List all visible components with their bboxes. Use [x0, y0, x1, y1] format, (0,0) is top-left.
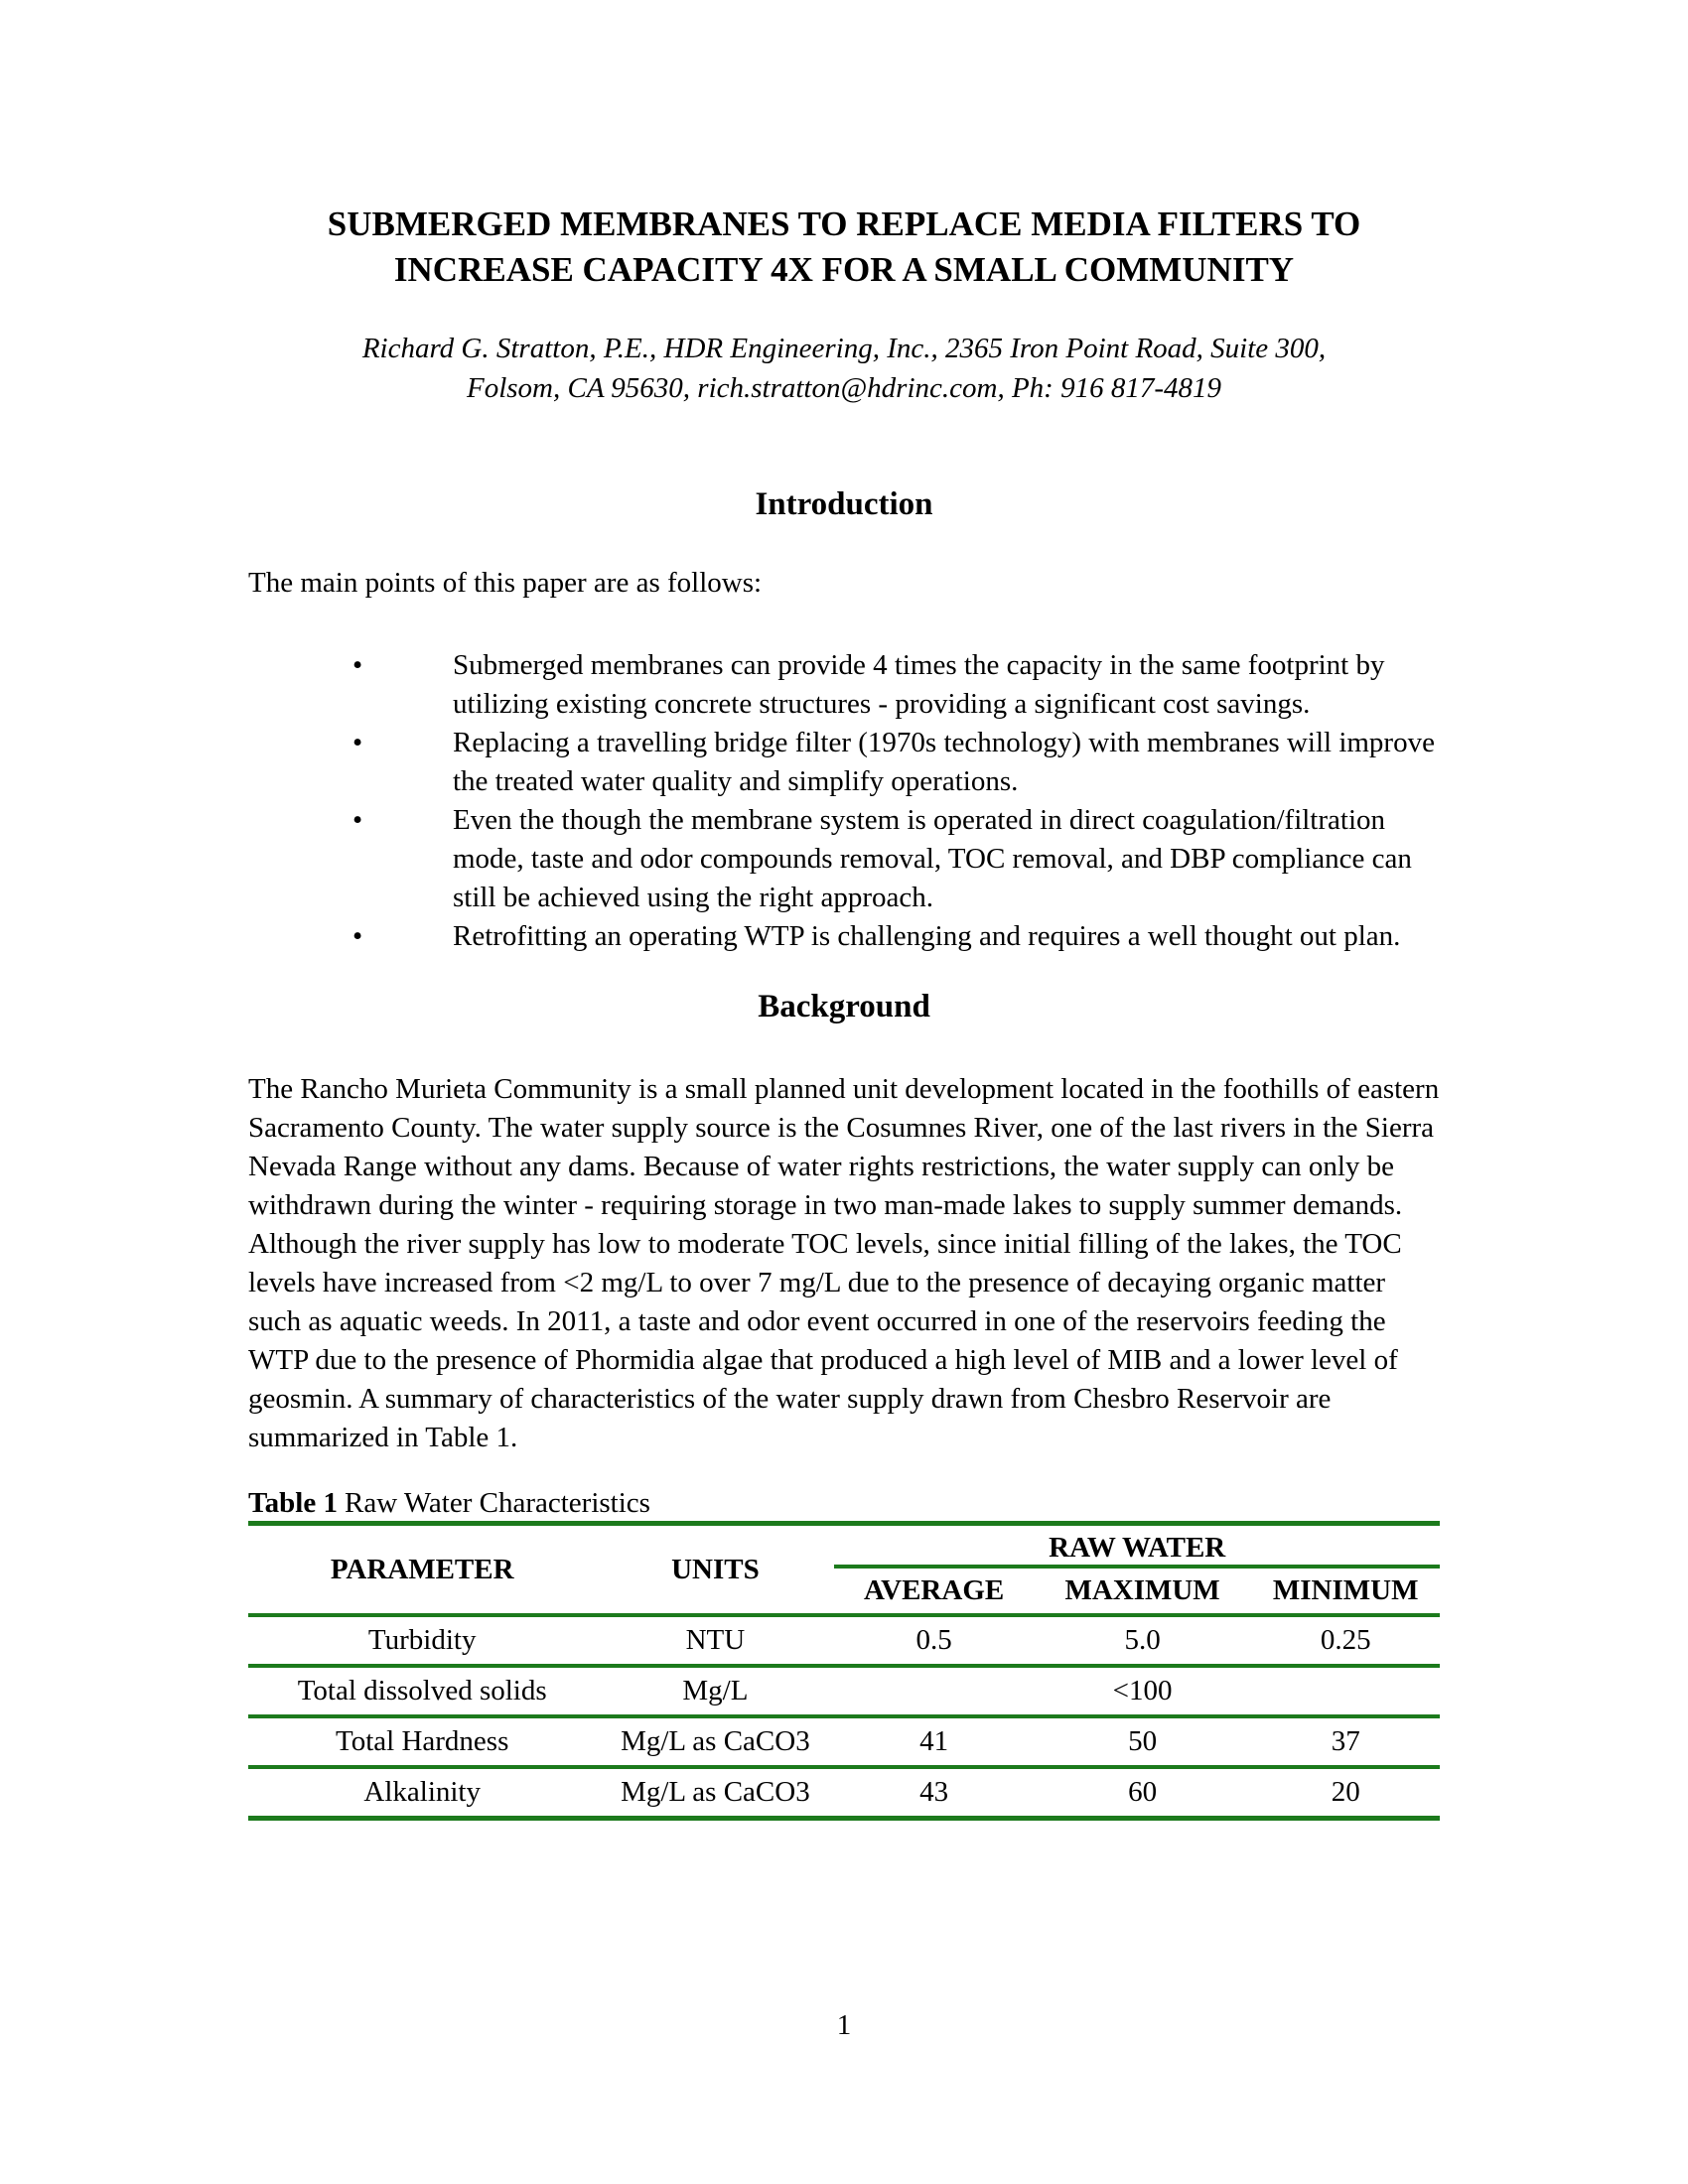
cell-average [834, 1666, 1033, 1716]
cell-maximum: 60 [1034, 1767, 1252, 1818]
page-content [248, 0, 1440, 1821]
author-block [248, 329, 1440, 408]
cell-maximum: 50 [1034, 1716, 1252, 1767]
cell-average: 0.5 [834, 1615, 1033, 1666]
background-paragraph: The Rancho Murieta Community is a small planned unit development located in the foothills of eastern Sacramento County. The water supply source is the Cosumnes River, one of the last rivers in the Sierra Nevada Range without any dams. Because of water rights restrictions, the water supply can only be withdrawn during the winter - requiring storage in two man-made lakes to supply summer demands. Although the river supply has low to moderate TOC levels, since initial filling of the lakes, the TOC levels have increased from <2 mg/L to over 7 mg/L due to the presence of decaying organic matter such as aquatic weeds. In 2011, a taste and odor event occurred in one of the reservoirs feeding the WTP due to the presence of Phormidia algae that produced a high level of MIB and a lower level of geosmin. A summary of characteristics of the water supply drawn from Chesbro Reservoir are summarized in Table 1. [248, 1073, 1440, 1453]
cell-maximum: 5.0 [1034, 1615, 1252, 1666]
paper-title: SUBMERGED MEMBRANES TO REPLACE MEDIA FILTERS TO INCREASE CAPACITY 4X FOR A SMALL COMMUNITY [327, 205, 1361, 289]
table-row [248, 1716, 1440, 1767]
cell-parameter: Total Hardness [248, 1716, 596, 1767]
bullet-item: • Retrofitting an operating WTP is challenging and requires a well thought out plan. [248, 917, 1440, 956]
cell-units: Mg/L as CaCO3 [596, 1767, 834, 1818]
page-number: 1 [836, 2009, 852, 2041]
cell-maximum: <100 [1034, 1666, 1252, 1716]
cell-average: 41 [834, 1716, 1033, 1767]
table1-raw-water-characteristics [248, 1521, 1440, 1821]
cell-units: NTU [596, 1615, 834, 1666]
section-heading-background: Background [758, 989, 930, 1024]
table1-header-maximum: MAXIMUM [1034, 1567, 1252, 1615]
cell-minimum: 37 [1251, 1716, 1440, 1767]
bullet-item: • Even the though the membrane system is operated in direct coagulation/filtration mode, taste and odor compounds removal, TOC removal, and DBP compliance can still be achieved using the right approach. [248, 801, 1440, 917]
table-row [248, 1767, 1440, 1818]
table1-caption-text: Raw Water Characteristics [345, 1487, 650, 1519]
table1-header-row-group [248, 1524, 1440, 1568]
table1-header-minimum: MINIMUM [1251, 1567, 1440, 1615]
cell-average: 43 [834, 1767, 1033, 1818]
table-row [248, 1615, 1440, 1666]
cell-units: Mg/L [596, 1666, 834, 1716]
cell-parameter: Turbidity [248, 1615, 596, 1666]
cell-minimum: 0.25 [1251, 1615, 1440, 1666]
cell-parameter: Alkalinity [248, 1767, 596, 1818]
introduction-bullet-list [248, 646, 1440, 956]
table1-header-raw-water-group: RAW WATER [834, 1524, 1440, 1568]
table1-header-units: UNITS [596, 1524, 834, 1616]
bullet-item: • Replacing a travelling bridge filter (1970s technology) with membranes will improve the treated water quality and simplify operations. [248, 724, 1440, 801]
table1-caption [248, 1485, 1440, 1521]
cell-parameter: Total dissolved solids [248, 1666, 596, 1716]
table1-header-parameter: PARAMETER [248, 1524, 596, 1616]
cell-minimum: 20 [1251, 1767, 1440, 1818]
author-line-2: Folsom, CA 95630, rich.stratton@hdrinc.com, Ph: 916 817-4819 [467, 372, 1221, 404]
author-line-1: Richard G. Stratton, P.E., HDR Engineering, Inc., 2365 Iron Point Road, Suite 300, [361, 333, 1327, 364]
introduction-lead: The main points of this paper are as follows: [248, 567, 763, 599]
table-row [248, 1666, 1440, 1716]
section-heading-introduction: Introduction [755, 486, 933, 522]
bullet-item: • Submerged membranes can provide 4 times the capacity in the same footprint by utilizing existing concrete structures - providing a significant cost savings. [248, 646, 1440, 724]
cell-units: Mg/L as CaCO3 [596, 1716, 834, 1767]
table1-caption-label: Table 1 [248, 1487, 338, 1519]
table1-header-average: AVERAGE [834, 1567, 1033, 1615]
cell-minimum [1251, 1666, 1440, 1716]
